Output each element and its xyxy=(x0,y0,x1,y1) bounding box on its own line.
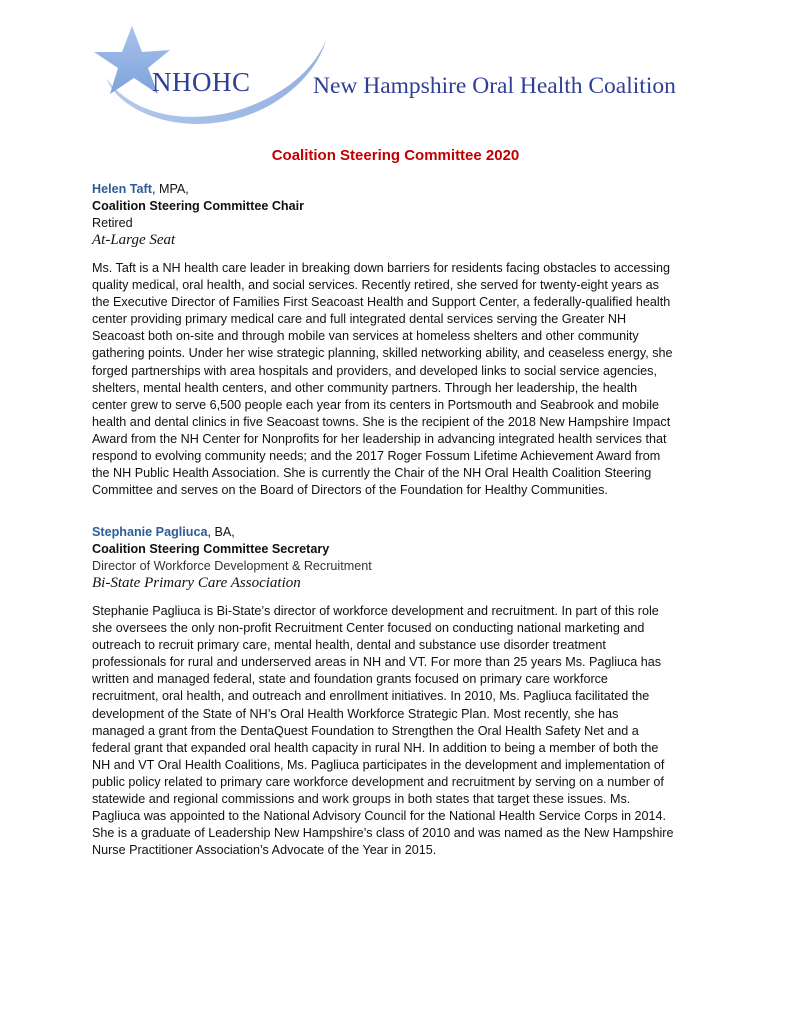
bio-line: recruitment, oral health, and outreach and enrollment initiatives. In 2010, Ms. Pagliuca facilitated the xyxy=(92,689,650,704)
member-job-title: Retired xyxy=(92,216,133,230)
bio-line: Seacoast both on-site and through mobile van services at homeless shelters and other community xyxy=(92,329,639,344)
member-seat: At-Large Seat xyxy=(92,232,176,248)
bio-line: she oversees the only non-profit Recruitment Center focused on conducting national marketing and xyxy=(92,621,645,636)
document-title: Coalition Steering Committee 2020 xyxy=(271,147,520,164)
member-bio-pagliuca xyxy=(92,524,712,859)
member-credentials: , MPA, xyxy=(151,182,189,196)
bio-line: written and managed federal, state and foundation grants focused on primary care workforce xyxy=(92,672,608,687)
member-credentials: , BA, xyxy=(207,525,235,539)
bio-line: Pagliuca was appointed to the National Advisory Council for the National Health Service Corps in 2014. xyxy=(92,809,667,824)
member-job-title: Director of Workforce Development & Recruitment xyxy=(92,559,372,573)
bio-line: development of the State of NH’s Oral Health Workforce Strategic Plan. Most recently, she has xyxy=(92,706,619,721)
bio-line: shelters, mental health centers, and other community partners. Through her leadership, the health xyxy=(92,380,638,395)
member-role: Coalition Steering Committee Secretary xyxy=(92,542,330,556)
bio-line: professionals for rural and underserved areas in NH and VT. For more than 25 years Ms. Pagliuca has xyxy=(92,655,662,670)
organization-name: New Hampshire Oral Health Coalition xyxy=(313,73,676,99)
bio-line: center grew to serve 6,500 people each year from its centers in Portsmouth and Seabrook and mobile xyxy=(92,397,660,412)
bio-line: Committee and serves on the Board of Directors of the Foundation for Healthy Communities. xyxy=(92,483,608,498)
bio-line: Award from the NH Center for Nonprofits for her leadership in advancing integrated health services that xyxy=(92,431,667,446)
member-seat: Bi-State Primary Care Association xyxy=(92,575,301,591)
bio-line: managed a grant from the DentaQuest Foundation to Strengthen the Oral Health Safety Net and a xyxy=(92,723,639,738)
member-bio-paragraph xyxy=(92,260,712,499)
bio-line: Stephanie Pagliuca is Bi-State’s director of workforce development and recruitment. In part of this role xyxy=(92,604,659,618)
bio-line: the Executive Director of Families First Seacoast Health and Support Center, a federally-qualified health xyxy=(92,295,671,310)
bio-line: quality medical, oral health, and social services. Recently retired, she served for twenty-eight years as xyxy=(92,278,659,293)
bio-line: She is a graduate of Leadership New Hampshire’s class of 2010 and was named as the New Hampshire xyxy=(92,826,674,841)
bio-line: Ms. Taft is a NH health care leader in breaking down barriers for residents facing obstacles to accessing xyxy=(92,261,670,275)
member-name-line xyxy=(92,524,712,541)
bio-line: respond to evolving community needs; and the 2017 Roger Fossum Lifetime Achievement Award from xyxy=(92,449,661,464)
member-bio-taft xyxy=(92,181,712,499)
bio-line: forged partnerships with area hospitals and providers, and developed links to social service agencies, xyxy=(92,363,657,378)
bio-line: NH and VT Oral Health Coalitions, Ms. Pagliuca participates in the development and implementation of xyxy=(92,757,665,772)
member-role: Coalition Steering Committee Chair xyxy=(92,199,305,213)
member-name: Helen Taft xyxy=(92,182,152,196)
member-name-line xyxy=(92,181,712,198)
bio-line: gathering points. Under her wise strategic planning, skilled networking ability, and ceaseless energy, she xyxy=(92,346,673,361)
bio-line: Nurse Practitioner Association’s Advocate of the Year in 2015. xyxy=(92,843,437,858)
bio-line: outreach to recruit primary care, mental health, dental and substance use disorder treatment xyxy=(92,638,606,653)
bio-line: federal grant that expanded oral health capacity in rural NH. In addition to being a member of both the xyxy=(92,740,659,755)
bio-line: public policy related to primary care workforce development and recruitment by serving on a number of xyxy=(92,774,664,789)
bio-line: the NH Public Health Association. She is currently the Chair of the NH Oral Health Coalition Steering xyxy=(92,466,652,481)
member-bio-paragraph xyxy=(92,603,712,859)
member-name: Stephanie Pagliuca xyxy=(92,525,208,539)
logo-acronym: NHOHC xyxy=(152,67,251,97)
bio-line: statewide and regional commissions and work groups in both states that target these issues. Ms. xyxy=(92,792,631,807)
bio-line: center providing primary medical care and full integrated dental services serving the Greater NH xyxy=(92,312,627,327)
bio-line: health and dental clinics in five Seacoast towns. She is the recipient of the 2018 New Hampshire Impact xyxy=(92,414,671,429)
